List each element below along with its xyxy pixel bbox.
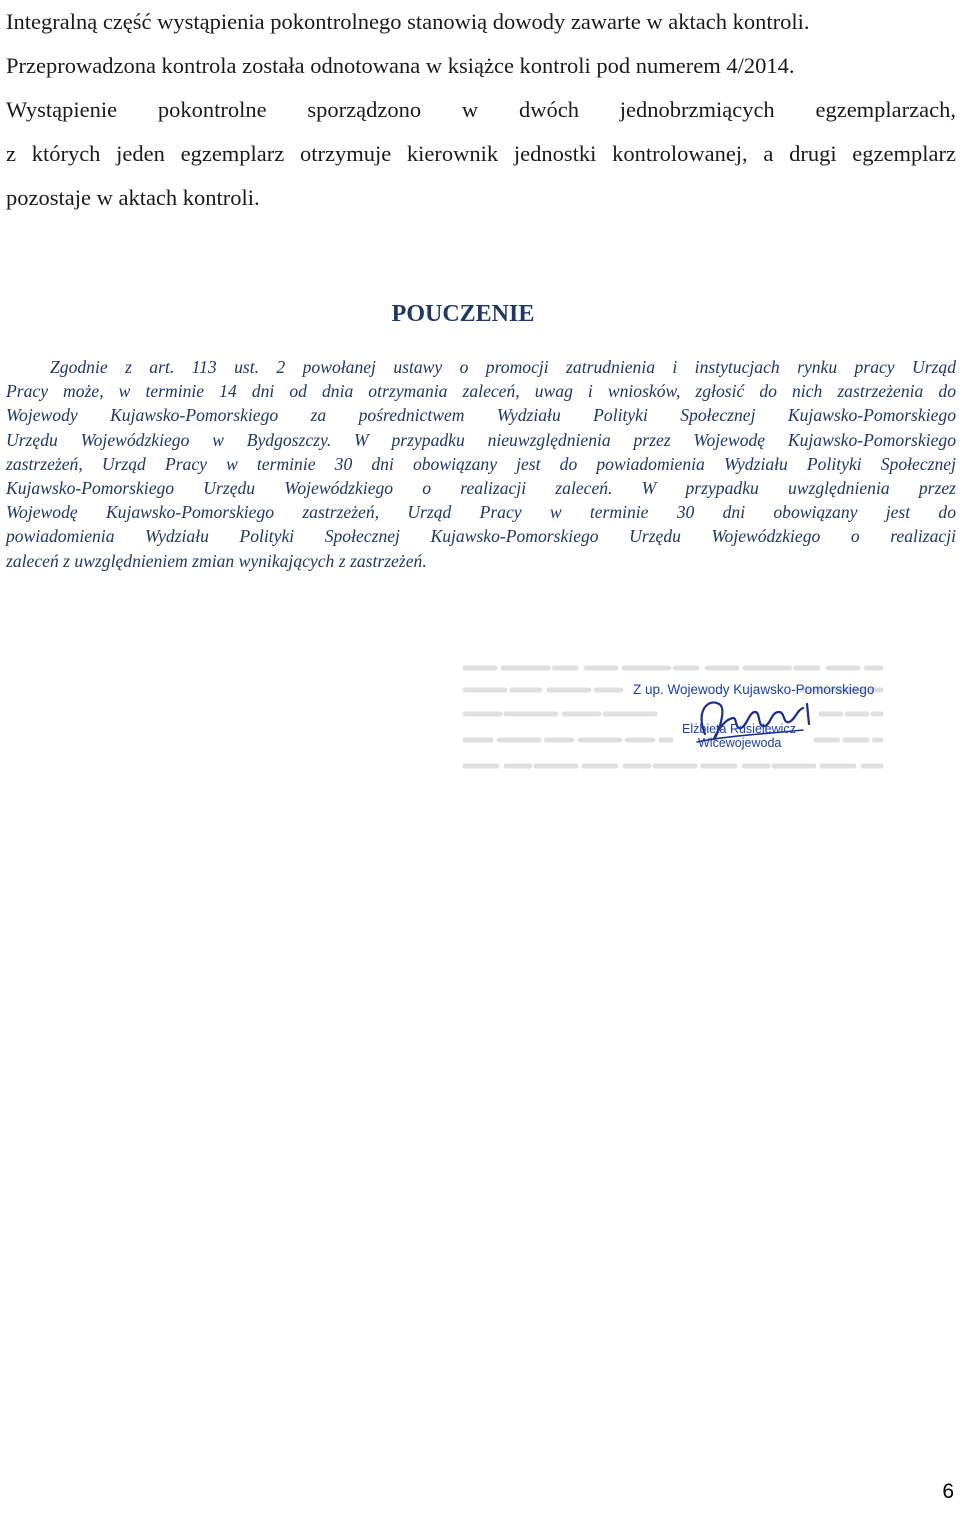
page-number: 6 [942, 1480, 954, 1503]
body-line: Zgodnie z art. 113 ust. 2 powołanej ustawy o promocji zatrudnienia i instytucjach rynku pracy Urząd [50, 357, 956, 377]
intro-line: Integralną część wystąpienia pokontrolnego stanowią dowody zawarte w aktach kontroli. [6, 9, 810, 34]
intro-line: Przeprowadzona kontrola została odnotowana w książce kontroli pod numerem 4/2014. [6, 53, 795, 78]
intro-line: pozostaje w aktach kontroli. [6, 185, 260, 210]
intro-line: z których jeden egzemplarz otrzymuje kierownik jednostki kontrolowanej, a drugi egzemplarz [6, 141, 956, 166]
section-heading: POUCZENIE [391, 301, 535, 327]
body-line: Pracy może, w terminie 14 dni od dnia otrzymania zaleceń, uwag i wniosków, zgłosić do nich zastrzeżenia do [6, 381, 956, 402]
intro-line: Wystąpienie pokontrolne sporządzono w dwóch jednobrzmiących egzemplarzach, [6, 97, 956, 122]
intro-paragraph [6, 0, 956, 220]
stamp-signatory-name: Elżbieta Rusielewicz [682, 722, 796, 736]
body-line: powiadomienia Wydziału Polityki Społecznej Kujawsko-Pomorskiego Urzędu Wojewódzkiego o realizacji [6, 526, 956, 547]
body-line: zastrzeżeń, Urząd Pracy w terminie 30 dni obowiązany jest do powiadomienia Wydziału Polityki Społecznej [6, 453, 956, 474]
official-stamp [461, 662, 886, 775]
body-line: Wojewodę Kujawsko-Pomorskiego zastrzeżeń, Urząd Pracy w terminie 30 dni obowiązany jest do [6, 502, 956, 523]
body-line: zaleceń z uwzględnieniem zmian wynikających z zastrzeżeń. [6, 550, 427, 571]
stamp-signatory-title: Wicewojewoda [698, 736, 782, 750]
stamp-authority: Z up. Wojewody Kujawsko-Pomorskiego [633, 682, 875, 697]
body-line: Wojewody Kujawsko-Pomorskiego za pośrednictwem Wydziału Polityki Społecznej Kujawsko-Pomorskiego [6, 405, 956, 426]
body-line: Urzędu Wojewódzkiego w Bydgoszczy. W przypadku nieuwzględnienia przez Wojewodę Kujawsko-Pomorskiego [6, 429, 956, 450]
instruction-paragraph [6, 355, 956, 573]
body-line: Kujawsko-Pomorskiego Urzędu Wojewódzkiego o realizacji zaleceń. W przypadku uwzględnienia przez [6, 478, 956, 499]
